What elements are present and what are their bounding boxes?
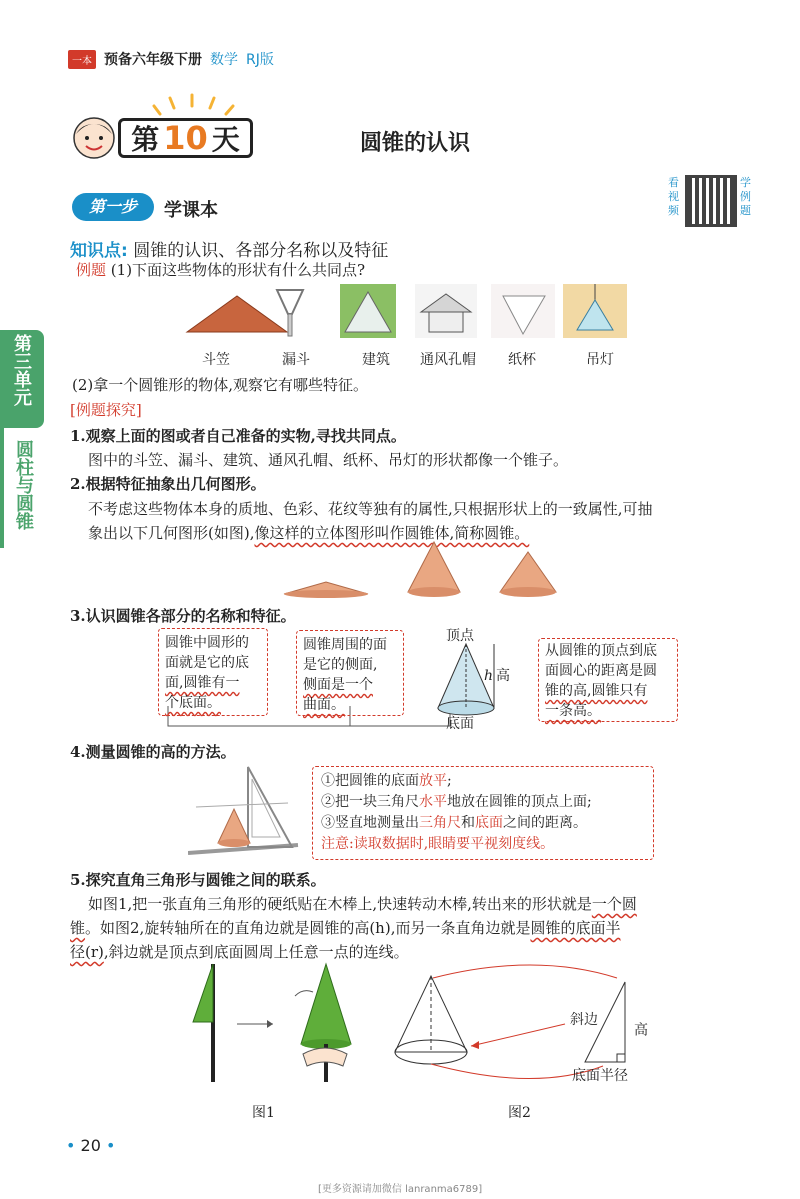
horizontal-keyword: 水平 <box>419 794 447 810</box>
measure-step-3: ③竖直地测量出三角尺和底面之间的距离。 <box>321 815 587 831</box>
qr-left-label: 看视频 <box>668 176 679 217</box>
ruler-keyword: 三角尺 <box>419 815 461 831</box>
boy-icon <box>68 112 120 164</box>
side-note-line: 曲面。 <box>303 697 345 713</box>
boy-mascot <box>68 112 120 164</box>
cone-shapes <box>280 540 570 600</box>
section-1-title: 1.观察上面的图或者自己准备的实物,寻找共同点。 <box>70 427 406 445</box>
vertex-label: 顶点 <box>446 628 474 644</box>
height-note-line: 面圆心的距离是圆 <box>545 663 657 679</box>
base-keyword: 底面 <box>475 815 503 831</box>
day-prefix: 第 <box>131 123 160 156</box>
caption-building: 建筑 <box>362 352 390 368</box>
hat-picture <box>187 296 287 332</box>
vent-cap-picture <box>415 284 477 338</box>
height-note-box <box>538 638 678 722</box>
medium-cone <box>500 552 556 597</box>
base-note-line: 面,圆锥有一 <box>165 675 240 691</box>
edition-name: RJ版 <box>246 52 274 68</box>
qr-code[interactable] <box>685 175 737 227</box>
measure-step-2: ②把一块三角尺水平地放在圆锥的顶点上面; <box>321 794 592 810</box>
caption-funnel: 漏斗 <box>282 352 310 368</box>
publisher-logo: 一本 <box>68 50 96 69</box>
page-number: • 20 • <box>66 1136 116 1155</box>
explore-label: [例题探究] <box>70 401 142 419</box>
cone-definition: 像这样的立体图形叫作圆锥体,简称圆锥。 <box>254 524 530 542</box>
section-5-line-3: 径(r),斜边就是顶点到底面圆周上任意一点的连线。 <box>70 943 409 961</box>
section-4-title: 4.测量圆锥的高的方法。 <box>70 743 236 761</box>
knowledge-text: 圆锥的认识、各部分名称以及特征 <box>133 241 389 261</box>
height-note-line: 一条高。 <box>545 703 601 719</box>
day-number: 10 <box>163 119 208 157</box>
subject-name: 数学 <box>210 52 238 68</box>
measure-step-1: ①把圆锥的底面放平; <box>321 773 452 789</box>
side-note-box <box>296 630 404 716</box>
qr-right-label: 学例题 <box>740 176 751 217</box>
base-note-line: 圆锥中圆形的 <box>165 635 249 651</box>
section-5-text <box>70 892 758 964</box>
unit-tab[interactable]: 第三单元 <box>0 330 44 428</box>
measure-note: 注意:读取数据时,眼睛要平视刻度线。 <box>321 836 555 852</box>
radius-label: 底面半径 <box>572 1068 628 1084</box>
section-5-title: 5.探究直角三角形与圆锥之间的联系。 <box>70 871 326 889</box>
object-pictures <box>185 282 655 342</box>
example-question-1 <box>76 258 365 282</box>
topic-tab: 圆柱与圆锥 <box>13 440 34 530</box>
height-side-label: 高 <box>632 1022 648 1036</box>
building-picture <box>340 284 396 338</box>
measuring-diagram <box>188 765 308 865</box>
flat-keyword: 放平 <box>419 773 447 789</box>
day-suffix: 天 <box>211 123 240 156</box>
section-5-line-2: 锥。如图2,旋转轴所在的直角边就是圆锥的高(h),而另一条直角边就是圆锥的底面半 <box>70 919 621 937</box>
example-label: 例题 <box>76 261 107 279</box>
example-q1: (1)下面这些物体的形状有什么共同点? <box>110 261 366 279</box>
section-2-title: 2.根据特征抽象出几何图形。 <box>70 475 266 493</box>
base-note-box <box>158 628 268 716</box>
side-note-line: 是它的侧面, <box>303 657 378 673</box>
measure-steps-box <box>312 766 654 860</box>
section-2-text-b1: 象出以下几何图形(如图), <box>88 524 255 542</box>
side-note-line: 侧面是一个 <box>303 677 373 693</box>
caption-lamp: 吊灯 <box>586 352 614 368</box>
side-note-line: 圆锥周围的面 <box>303 637 387 653</box>
paper-cup-picture <box>491 284 555 338</box>
figure-1-diagram <box>185 962 365 1092</box>
section-5-line-1: 如图1,把一张直角三角形的硬纸贴在木棒上,快速转动木棒,转出来的形状就是一个圆 <box>88 895 637 913</box>
section-3-title: 3.认识圆锥各部分的名称和特征。 <box>70 607 296 625</box>
pendant-lamp-picture <box>563 284 627 338</box>
footer-note: [更多资源请加微信 lanranma6789] <box>318 1184 483 1195</box>
base-note-line: 个底面。 <box>165 695 221 711</box>
flat-cone <box>284 582 368 598</box>
lesson-title: 圆锥的认识 <box>360 131 471 156</box>
base-label: 底面 <box>446 716 474 732</box>
slant-label: 斜边 <box>570 1012 598 1028</box>
page-number-text: 20 <box>80 1136 101 1155</box>
side-strip <box>0 428 4 548</box>
caption-vent-cap: 通风孔帽 <box>420 352 476 368</box>
caption-cup: 纸杯 <box>508 352 536 368</box>
example-question-2: (2)拿一个圆锥形的物体,观察它有哪些特征。 <box>72 376 369 394</box>
height-note-line: 锥的高,圆锥只有 <box>545 683 648 699</box>
height-note-line: 从圆锥的顶点到底 <box>545 643 657 659</box>
caption-hat: 斗笠 <box>202 352 230 368</box>
height-label: 高 <box>496 668 510 684</box>
day-badge <box>118 118 253 158</box>
sunrays-icon <box>150 92 240 118</box>
step-title: 学课本 <box>164 200 218 221</box>
figure-2-caption: 图2 <box>508 1105 531 1121</box>
step-badge: 第一步 <box>72 193 154 221</box>
base-note-line: 面就是它的底 <box>165 655 249 671</box>
book-name: 预备六年级下册 <box>104 52 202 68</box>
section-2-text-a: 不考虑这些物体本身的质地、色彩、花纹等独有的属性,只根据形状上的一致属性,可抽 <box>88 500 653 518</box>
book-header <box>68 48 274 70</box>
section-1-text: 图中的斗笠、漏斗、建筑、通风孔帽、纸杯、吊灯的形状都像一个锥子。 <box>88 451 569 469</box>
h-label: h <box>484 668 494 684</box>
tall-cone <box>408 542 460 597</box>
figure-1-caption: 图1 <box>252 1105 275 1121</box>
knowledge-label: 知识点: <box>70 241 128 261</box>
